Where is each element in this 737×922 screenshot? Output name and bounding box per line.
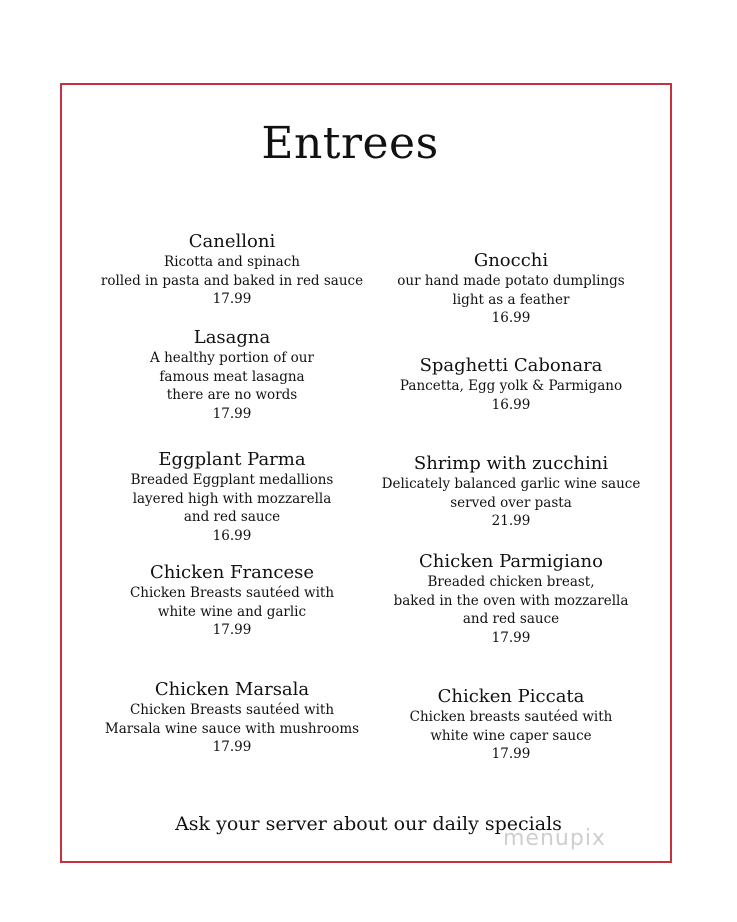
item-description: Ricotta and spinach — [164, 254, 300, 270]
item-description: white wine and garlic — [157, 603, 307, 620]
menu-item-shrimp-with-zucchini — [346, 453, 676, 531]
item-description: Chicken Breasts sautéed with — [129, 585, 335, 601]
item-name: Chicken Marsala — [154, 679, 310, 700]
menu-item-chicken-piccata — [346, 686, 676, 764]
item-description: served over pasta — [450, 494, 572, 511]
item-price: 16.99 — [491, 310, 531, 326]
item-price: 21.99 — [491, 513, 531, 529]
item-description: and red sauce — [183, 509, 281, 525]
item-name: Chicken Francese — [149, 562, 315, 583]
item-description: light as a feather — [452, 291, 570, 308]
item-name: Chicken Piccata — [437, 686, 585, 707]
item-name: Shrimp with zucchini — [413, 453, 609, 474]
item-description: Marsala wine sauce with mushrooms — [104, 720, 360, 737]
item-description: layered high with mozzarella — [132, 490, 332, 507]
item-description: Breaded Eggplant medallions — [130, 472, 334, 488]
item-description: rolled in pasta and baked in red sauce — [100, 272, 364, 289]
item-price: 17.99 — [491, 746, 531, 762]
item-name: Gnocchi — [473, 250, 549, 271]
item-description: Delicately balanced garlic wine sauce — [381, 476, 641, 492]
item-name: Eggplant Parma — [158, 449, 306, 470]
item-description: Breaded chicken breast, — [427, 574, 595, 590]
menupix-watermark: menupix — [503, 826, 606, 851]
item-description: and red sauce — [462, 611, 560, 627]
item-price: 17.99 — [491, 629, 531, 646]
item-name: Lasagna — [193, 327, 271, 348]
item-description: A healthy portion of our — [150, 350, 314, 366]
item-description: Chicken breasts sautéed with — [409, 709, 613, 725]
item-price: 16.99 — [491, 396, 531, 413]
menu-item-gnocchi — [346, 250, 676, 328]
item-price: 17.99 — [212, 291, 252, 307]
item-description: baked in the oven with mozzarella — [393, 592, 629, 609]
item-description: our hand made potato dumplings — [397, 273, 625, 289]
item-name: Canelloni — [188, 231, 276, 252]
item-description: Chicken Breasts sautéed with — [129, 702, 335, 718]
menu-item-spaghetti-cabonara — [346, 355, 676, 414]
item-price: 16.99 — [212, 527, 252, 544]
item-price: 17.99 — [212, 622, 252, 638]
daily-specials-note: Ask your server about our daily specials — [175, 813, 562, 835]
item-description: white wine caper sauce — [430, 727, 592, 744]
item-name: Chicken Parmigiano — [419, 551, 603, 572]
item-description: famous meat lasagna — [159, 368, 305, 385]
page-title: Entrees — [261, 118, 439, 169]
item-price: 17.99 — [212, 739, 252, 755]
item-price: 17.99 — [212, 405, 252, 422]
menu-item-chicken-parmigiano — [346, 551, 676, 647]
item-name: Spaghetti Cabonara — [419, 355, 603, 376]
item-description: Pancetta, Egg yolk & Parmigano — [399, 378, 623, 394]
item-description: there are no words — [166, 387, 298, 403]
